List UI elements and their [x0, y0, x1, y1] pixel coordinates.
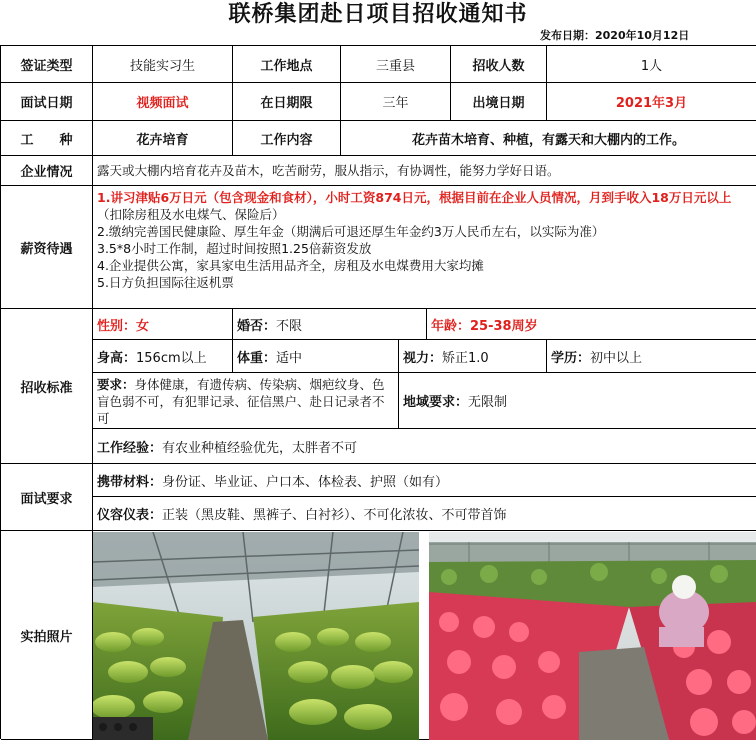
education-label: 学历：	[551, 350, 591, 366]
salary-details	[93, 186, 756, 309]
health-requirement	[93, 373, 399, 429]
salary-flight: 5.日方负担国际往返机票	[97, 275, 234, 290]
education-value: 初中以上	[590, 350, 643, 366]
salary-housing: 4.企业提供公寓，家具家电生活用品齐全，房租及水电煤费用大家均摊	[97, 258, 484, 273]
vision-value: 矫正1.0	[442, 350, 489, 366]
visa-type-value: 技能实习生	[93, 46, 233, 83]
salary-hours: 3.5*8小时工作制，超过时间按照1.25倍薪资发放	[97, 241, 372, 256]
interview-date-value: 视频面试	[93, 83, 233, 121]
region-label: 地域要求：	[403, 395, 469, 410]
married-value: 不限	[276, 318, 303, 334]
demand-value: 身体健康，有遗传病、传染病、烟疤纹身、色盲色弱不可，有犯罪记录、征信黑户、赴日记录者不可	[97, 377, 385, 426]
dress-value: 正装（黑皮鞋、黑裤子、白衬衫）、不可化浓妆、不可带首饰	[162, 508, 507, 523]
requirements-label: 招收标准	[1, 309, 93, 464]
region-requirement	[399, 373, 756, 429]
visa-type-label: 签证类型	[1, 46, 93, 83]
vision-requirement	[399, 340, 547, 373]
stay-period-value: 三年	[341, 83, 451, 121]
weight-requirement	[233, 340, 399, 373]
married-requirement	[233, 309, 427, 340]
height-requirement	[93, 340, 233, 373]
job-type-value: 花卉培育	[93, 121, 233, 156]
depart-date-label: 出境日期	[451, 83, 547, 121]
education-requirement	[547, 340, 756, 373]
materials-label: 携带材料：	[97, 474, 163, 490]
salary-note: （扣除房租及水电煤气、保险后）	[97, 207, 285, 222]
dress-label: 仪容仪表：	[97, 508, 163, 523]
company-info: 露天或大棚内培育花卉及苗木，吃苦耐劳，服从指示，有协调性，能努力学好日语。	[93, 156, 756, 186]
stay-period-label: 在日期限	[233, 83, 341, 121]
recruit-count-value: 1人	[547, 46, 756, 83]
experience-value: 有农业种植经验优先，太胖者不可	[162, 440, 358, 456]
salary-insurance: 2.缴纳完善国民健康险、厚生年金（期满后可退还厚生年金约3万人民币左右，以实际为准）	[97, 224, 605, 239]
weight-label: 体重：	[237, 350, 277, 366]
company-label: 企业情况	[1, 156, 93, 186]
depart-date-value: 2021年3月	[547, 83, 756, 121]
work-place-value: 三重县	[341, 46, 451, 83]
experience-label: 工作经验：	[97, 440, 163, 456]
height-label: 身高：	[97, 350, 137, 366]
married-label: 婚否：	[237, 318, 277, 334]
salary-label: 薪资待遇	[1, 186, 93, 309]
weight-value: 适中	[276, 350, 303, 366]
salary-highlight: 1.讲习津贴6万日元（包含现金和食材），小时工资874日元，根据目前在企业人员情况，月到手收入18万日元以上	[97, 190, 732, 205]
work-place-label: 工作地点	[233, 46, 341, 83]
age-requirement: 年龄：25-38周岁	[427, 309, 756, 340]
gender-requirement: 性别：女	[93, 309, 233, 340]
publish-date: 发布日期：2020年10月12日	[540, 29, 690, 42]
work-content-label: 工作内容	[233, 121, 341, 156]
page-title: 联桥集团赴日项目招收通知书	[228, 2, 528, 27]
experience-requirement	[93, 429, 756, 464]
greenhouse-photo	[93, 532, 419, 740]
photos-label: 实拍照片	[1, 531, 93, 740]
interview-date-label: 面试日期	[1, 83, 93, 121]
interview-label: 面试要求	[1, 464, 93, 531]
materials-value: 身份证、毕业证、户口本、体检表、护照（如有）	[162, 474, 449, 490]
work-content-value: 花卉苗木培育、种植，有露天和大棚内的工作。	[341, 121, 756, 156]
flower-field-photo	[429, 532, 756, 740]
recruit-count-label: 招收人数	[451, 46, 547, 83]
job-type-label: 工 种	[1, 121, 93, 156]
notice-table	[0, 45, 756, 739]
vision-label: 视力：	[403, 350, 443, 366]
materials-requirement	[93, 464, 756, 497]
dress-requirement	[93, 497, 756, 531]
region-value: 无限制	[468, 395, 508, 410]
height-value: 156cm以上	[136, 350, 207, 366]
demand-label: 要求：	[97, 377, 135, 392]
